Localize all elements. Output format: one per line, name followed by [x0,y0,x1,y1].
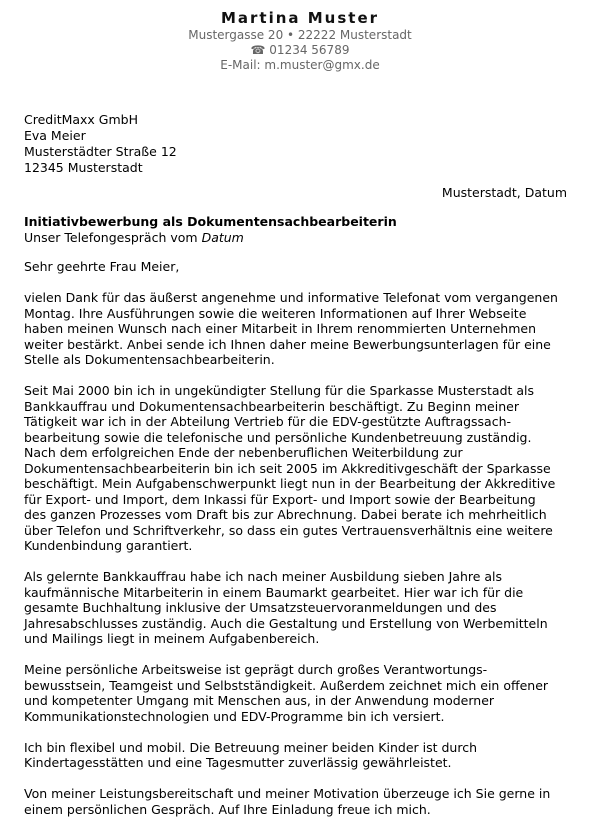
recipient-city: 12345 Musterstadt [24,160,143,175]
telephone-icon: ☎ [250,43,266,57]
recipient-company: CreditMaxx GmbH [24,112,139,127]
sender-phone: 01234 56789 [269,43,350,57]
recipient-street: Musterstädter Straße 12 [24,144,177,159]
letterhead [0,8,600,73]
subject-reference [24,230,397,246]
sender-email: E-Mail: m.muster@gmx.de [220,58,380,72]
paragraph-closing: Von meiner Leistungsbereitschaft und meiner Motivation überzeuge ich Sie gerne in einem persönlichen Gespräch. Auf Ihre Einladung freue ich mich. [24,786,551,817]
paragraph-flexibility: Ich bin flexibel und mobil. Die Betreuung meiner beiden Kinder ist durch Kindertagesstätten und eine Tagesmutter zuverlässig gewährleistet. [24,739,477,770]
letter-body [24,259,560,833]
salutation: Sehr geehrte Frau Meier, [24,259,180,274]
sender-address: Mustergasse 20 • 22222 Musterstadt [188,28,412,42]
paragraph-work-style: Meine persönliche Arbeitsweise ist geprägt durch großes Verantwortungs- bewusstsein, Teamgeist und Selbstständigkeit. Außerdem zeichnet mich ein offener und kompetenter Umgang mit Menschen aus, in der Anwendung moderner Kommunikationstechnologien und EDV-Programme bin ich versiert. [24,662,549,724]
recipient-contact: Eva Meier [24,128,86,143]
paragraph-current-position: Seit Mai 2000 bin ich in ungekündigter Stellung für die Sparkasse Musterstadt als Bankkauffrau und Dokumentensachbearbeiterin beschäftigt. Zu Beginn meiner Tätigkeit war ich in der Abteilung Vertrieb für die EDV-gestützte Auftragssach- bearbeitung sowie die telefonische und persönliche Kundenbetreuung zuständig. Nach dem erfolgreichen Ende der nebenberuflichen Weiterbildung zur Dokumentensachbearbeiterin bin ich seit 2005 im Akkreditivgeschäft der Sparkasse beschäftigt. Mein Aufgabenschwerpunkt liegt nun in der Bearbeitung der Akkreditive für Export- und Import, dem Inkassi für Export- und Import sowie der Bearbeitung des ganzen Prozesses vom Draft bis zur Abrechnung. Dabei berate ich mehrheitlich über Telefon und Schriftverkehr, so dass ein gutes Vertrauensverhältnis eine weitere Kundenbindung garantiert. [24,383,556,553]
subject-block [24,214,397,246]
subject-reference-date: Datum [201,230,244,245]
letter-date: Musterstadt, Datum [441,185,567,200]
recipient-address [24,112,177,176]
paragraph-intro: vielen Dank für das äußerst angenehme und informative Telefonat vom vergangenen Montag. Ihre Ausführungen sowie die weiteren Informationen auf Ihrer Webseite haben meinen Wunsch nach einer Mitarbeit in Ihrem renommierten Unternehmen weiter bestärkt. Anbei sende ich Ihnen daher meine Bewerbungsunterlagen für eine Stelle als Dokumentensachbearbeiterin. [24,290,558,367]
subject-reference-prefix: Unser Telefongespräch vom [24,230,202,245]
subject-title: Initiativbewerbung als Dokumentensachbearbeiterin [24,214,397,229]
sender-phone-line [0,43,600,58]
sender-name: Martina Muster [220,9,380,27]
paragraph-previous-experience: Als gelernte Bankkauffrau habe ich nach meiner Ausbildung sieben Jahre als kaufmännische Mitarbeiterin in einem Baumarkt gearbeitet. Hier war ich für die gesamte Buchhaltung inklusive der Umsatzsteuervoranmeldungen und des Jahresabschlusses zuständig. Auch die Gestaltung und Erstellung von Werbemitteln und Mailings liegt in meinem Aufgabenbereich. [24,569,548,646]
